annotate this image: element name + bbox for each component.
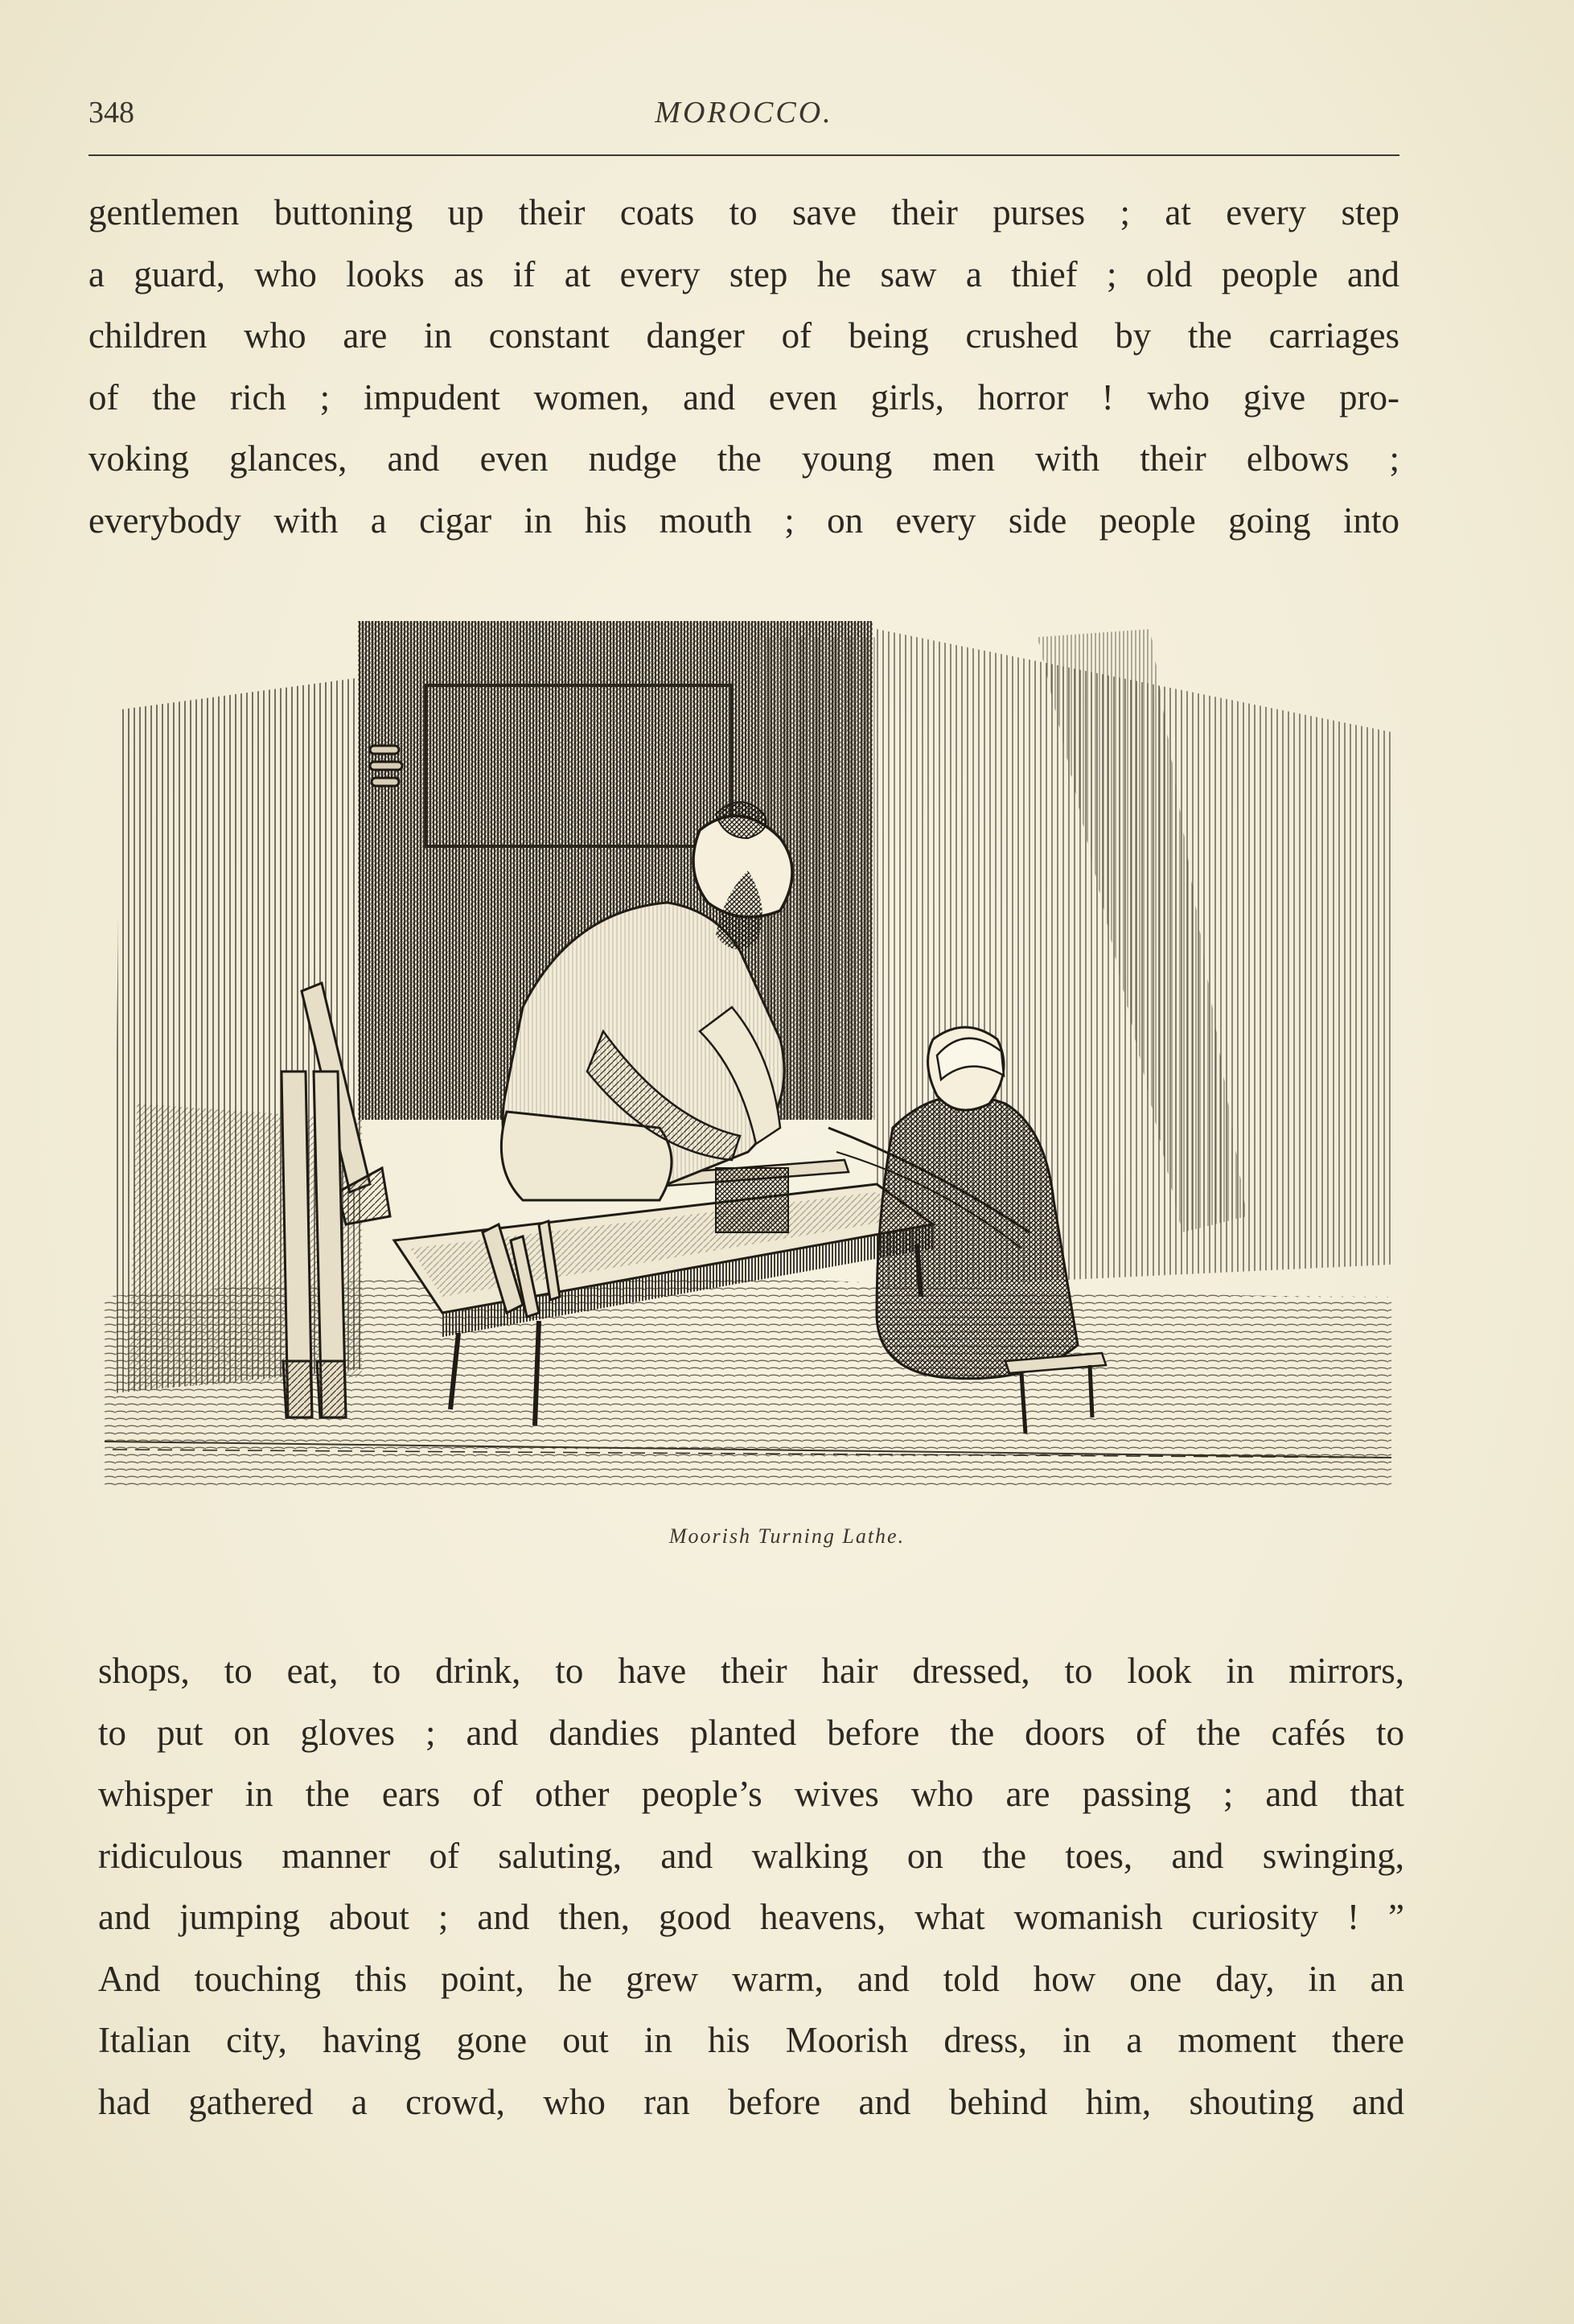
- text-line: and jumping about ; and then, good heavens, what womanish curiosity ! ”: [98, 1897, 1404, 1937]
- lathe-workshop-engraving: [105, 605, 1391, 1490]
- body-text-top: [88, 182, 1399, 551]
- text-line: of the rich ; impudent women, and even girls, horror ! who give pro-: [88, 376, 1399, 417]
- figure-caption: Moorish Turning Lathe.: [668, 1524, 906, 1548]
- text-line: Italian city, having gone out in his Moorish dress, in a moment there: [98, 2020, 1404, 2060]
- text-line: everybody with a cigar in his mouth ; on every side people going into: [88, 500, 1399, 541]
- text-line: gentlemen buttoning up their coats to save their purses ; at every step: [88, 192, 1399, 232]
- text-line: a guard, who looks as if at every step he saw a thief ; old people and: [88, 253, 1399, 294]
- text-line: And touching this point, he grew warm, and told how one day, in an: [98, 1958, 1404, 1999]
- body-text-bottom: [98, 1640, 1404, 2133]
- running-title: MOROCCO.: [655, 96, 833, 130]
- text-line: ridiculous manner of saluting, and walking on the toes, and swinging,: [98, 1835, 1404, 1876]
- engraving-illustration: [105, 605, 1391, 1490]
- text-line: shops, to eat, to drink, to have their hair dressed, to look in mirrors,: [98, 1651, 1404, 1691]
- page-number: 348: [88, 96, 134, 130]
- text-line: whisper in the ears of other people’s wives who are passing ; and that: [98, 1774, 1404, 1814]
- text-line: children who are in constant danger of being crushed by the carriages: [88, 315, 1399, 356]
- text-line: had gathered a crowd, who ran before and behind him, shouting and: [98, 2081, 1404, 2122]
- text-line: voking glances, and even nudge the young men with their elbows ;: [88, 438, 1399, 479]
- header-rule: [88, 154, 1399, 156]
- page-header: [88, 95, 1399, 135]
- text-line: to put on gloves ; and dandies planted before the doors of the cafés to: [98, 1712, 1404, 1753]
